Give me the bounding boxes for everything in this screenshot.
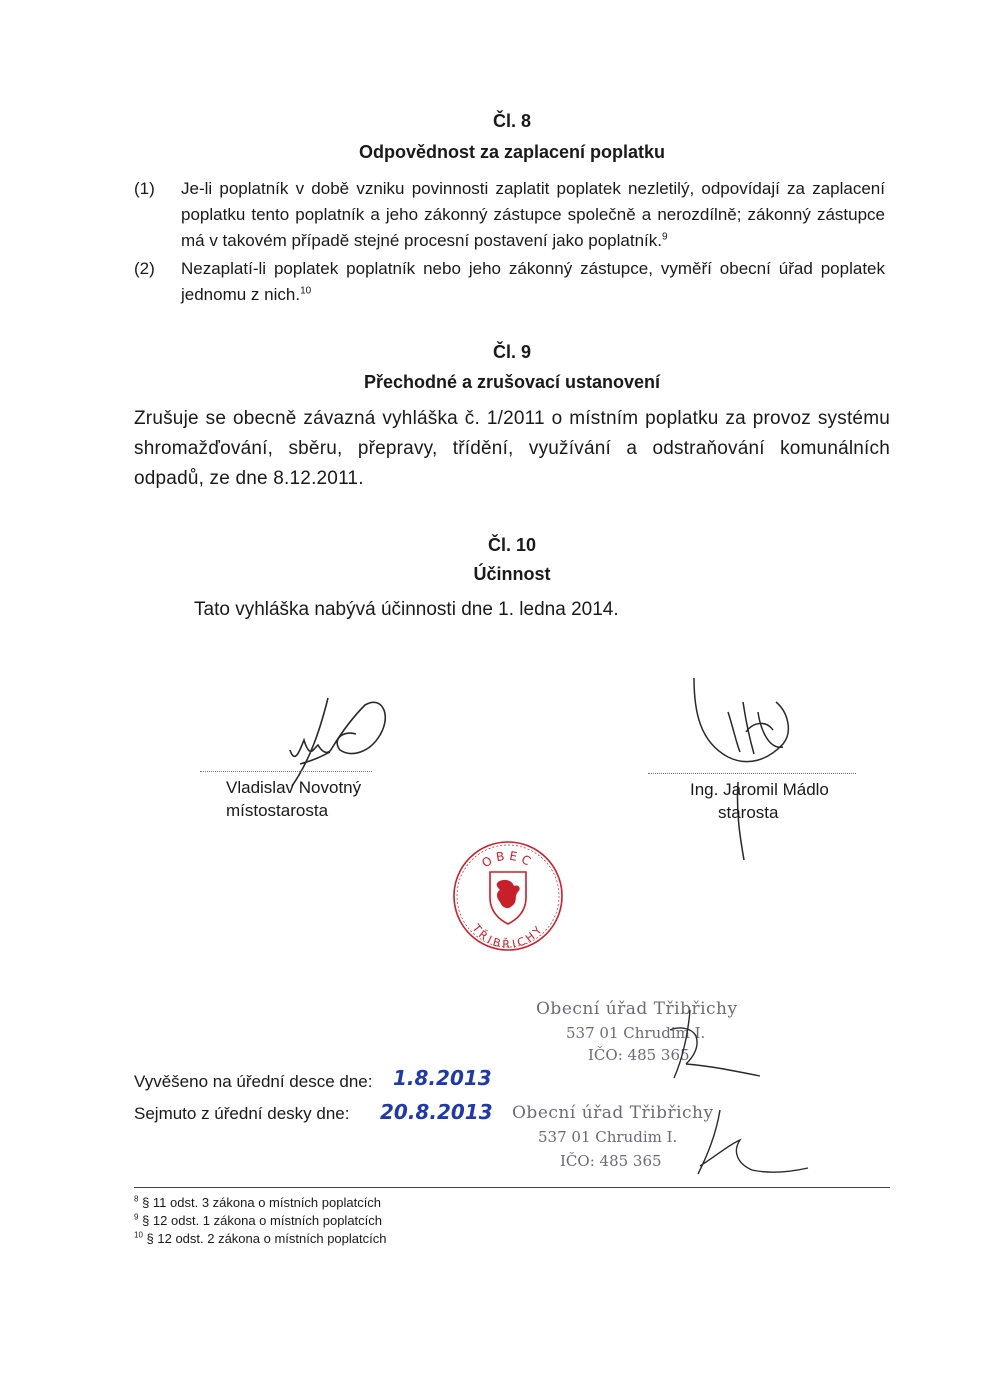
svg-text:OBEC: [479, 849, 536, 871]
footnote-number: 8: [134, 1194, 139, 1204]
footnote-text: § 11 odst. 3 zákona o místních poplatcích: [142, 1195, 382, 1210]
footnote-text: § 12 odst. 2 zákona o místních poplatcích: [146, 1231, 387, 1246]
stamp-2-line1: Obecní úřad Třibřichy: [512, 1103, 714, 1123]
signature-left-scribble: [270, 690, 410, 790]
stamp-1-line3: IČO: 485 365: [588, 1046, 690, 1064]
footnote-text: § 12 odst. 1 zákona o místních poplatcích: [142, 1213, 383, 1228]
posted-date: 1.8.2013: [393, 1066, 492, 1090]
stamp-1-signature: [630, 1000, 780, 1080]
paragraph-number: (1): [134, 179, 155, 198]
footnote-8: [134, 1194, 381, 1211]
paragraph-number: (2): [134, 259, 155, 278]
section-9-number: Čl. 9: [492, 342, 531, 362]
section-8-title: Odpovědnost za zaplacení poplatku: [358, 142, 666, 162]
paragraph-body: Je-li poplatník v době vzniku povinnosti zaplatit poplatek nezletilý, odpovídají za zaplacení poplatku tento poplatník a jeho zákonný zástupce společně a nerozdílně; zákonný zástupce má v takovém případě stejné procesní postavení jako poplatník.: [181, 179, 885, 250]
stamp-1-line2: 537 01 Chrudim I.: [566, 1024, 706, 1042]
signature-right-role: starosta: [718, 803, 779, 822]
section-10-number: Čl. 10: [487, 535, 537, 555]
signature-left-name: Vladislav Novotný: [226, 778, 362, 797]
signature-line-right: [648, 773, 856, 774]
stamp-2-line2: 537 01 Chrudim I.: [538, 1128, 678, 1146]
paragraph-2: [134, 256, 894, 310]
section-10-title: Účinnost: [473, 564, 551, 584]
stamp-1-line1: Obecní úřad Třibřichy: [536, 999, 738, 1019]
footnote-number: 10: [134, 1230, 143, 1240]
paragraph-1: [134, 176, 894, 256]
footnote-ref: 10: [300, 285, 312, 297]
removed-label: Sejmuto z úřední desky dne:: [134, 1104, 350, 1123]
removed-date: 20.8.2013: [380, 1100, 493, 1124]
seal-bottom-text: TŘIBŘICHY: [469, 921, 547, 952]
section-10-text: Tato vyhláška nabývá účinnosti dne 1. ledna 2014.: [194, 599, 619, 620]
section-8-number: Čl. 8: [492, 111, 531, 131]
stamp-2-signature: [690, 1104, 820, 1176]
seal-top-text: OBEC: [479, 848, 537, 871]
paragraph-text: [181, 256, 885, 308]
signature-line-left: [200, 771, 372, 772]
section-9-text: Zrušuje se obecně závazná vyhláška č. 1/2011 o místním poplatku za provoz systému shromažďování, sběru, přepravy, třídění, využívání a odstraňování komunálních odpadů, ze dne 8.12.2011.: [134, 408, 890, 489]
paragraph-body: Nezaplatí-li poplatek poplatník nebo jeho zákonný zástupce, vyměří obecní úřad poplatek jednomu z nich.: [181, 259, 885, 304]
footnote-separator: [134, 1187, 890, 1188]
footnote-10: [134, 1230, 386, 1247]
stamp-2-line3: IČO: 485 365: [560, 1152, 662, 1170]
section-9-title: Přechodné a zrušovací ustanovení: [363, 372, 661, 392]
posted-label: Vyvěšeno na úřední desce dne:: [134, 1072, 373, 1091]
signature-right-name: Ing. Jaromil Mádlo: [690, 780, 829, 799]
paragraph-text: [181, 176, 885, 254]
footnote-ref: 9: [662, 231, 668, 243]
municipal-seal: [452, 836, 564, 960]
footnote-9: [134, 1212, 382, 1229]
signature-left-role: místostarosta: [226, 801, 329, 820]
svg-text:TŘIBŘICHY: [469, 921, 547, 951]
signature-right-scribble: [688, 672, 818, 862]
footnote-number: 9: [134, 1212, 139, 1222]
